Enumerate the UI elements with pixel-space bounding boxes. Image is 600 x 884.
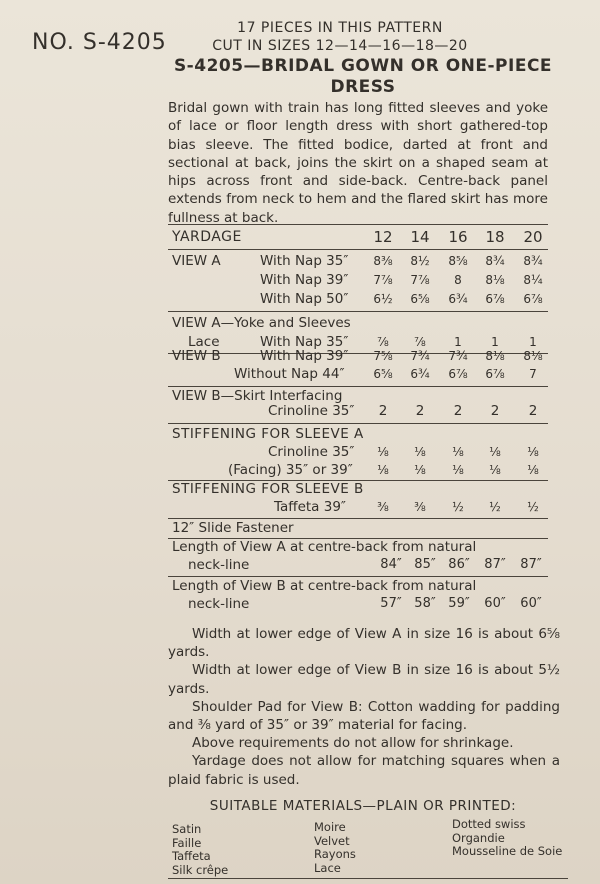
width-a-note: Width at lower edge of View A in size 16 is about 6⅝ yards.: [168, 626, 560, 661]
table-row: [168, 479, 548, 499]
length-value: 57″: [380, 596, 402, 611]
size-14-header: 14: [410, 228, 430, 246]
list-item: Rayons: [314, 847, 356, 861]
table-row: [168, 442, 548, 462]
length-value: 85″: [414, 557, 436, 572]
list-item: Organdie: [452, 830, 505, 845]
row-label: Without Nap 44″: [234, 366, 345, 382]
title-line-2: DRESS: [330, 77, 396, 97]
pattern-notes: [168, 625, 560, 789]
view-a-label: VIEW A: [172, 253, 221, 269]
list-item: Silk crêpe: [172, 862, 229, 877]
length-value: 58″: [414, 596, 436, 611]
size-20-header: 20: [523, 228, 543, 246]
yardage-value: ⅛: [527, 445, 539, 459]
yardage-value: 6¾: [448, 292, 468, 306]
yardage-value: 6⅝: [373, 367, 393, 381]
length-b-label: Length of View B at centre-back from natural: [172, 578, 477, 594]
yardage-value: 7¾: [410, 349, 430, 363]
table-row: [168, 270, 548, 290]
yardage-value: 2: [453, 403, 463, 419]
length-value: 60″: [520, 596, 542, 611]
yardage-value: 8⅛: [523, 349, 543, 363]
yardage-value: 2: [415, 403, 425, 419]
materials-column-1: [172, 823, 228, 877]
yardage-value: 8⅝: [448, 254, 468, 268]
table-row: [168, 424, 548, 444]
table-rule: [168, 311, 548, 312]
table-row: [168, 460, 548, 480]
table-row: [168, 251, 548, 271]
stiffening-a-label: STIFFENING FOR SLEEVE A: [172, 426, 364, 442]
length-value: 60″: [484, 596, 506, 611]
row-label: With Nap 39″: [260, 348, 349, 364]
table-rule: [168, 224, 548, 225]
table-row: [168, 555, 548, 575]
stiffening-b-label: STIFFENING FOR SLEEVE B: [172, 481, 364, 497]
yardage-value: ⅛: [414, 445, 426, 459]
yardage-heading: YARDAGE: [172, 229, 242, 245]
shrinkage-note: Above requirements do not allow for shrinkage.: [192, 735, 514, 752]
yardage-value: 7⅝: [373, 349, 393, 363]
row-label: neck-line: [188, 557, 250, 573]
row-label: Crinoline 35″: [268, 403, 355, 419]
pieces-count: 17 PIECES IN THIS PATTERN: [237, 20, 443, 36]
yardage-value: 6⅞: [485, 367, 505, 381]
list-item: Mousseline de Soie: [452, 844, 563, 858]
list-item: Taffeta: [172, 849, 211, 863]
yardage-value: 1: [491, 335, 499, 349]
view-b-label: VIEW B: [172, 348, 221, 364]
view-b-skirt-label: VIEW B—Skirt Interfacing: [172, 388, 343, 404]
yardage-value: 8¼: [523, 273, 543, 287]
yardage-value: 6¾: [410, 367, 430, 381]
yardage-value: 1: [529, 335, 537, 349]
size-12-header: 12: [373, 228, 393, 246]
list-item: Dotted swiss: [452, 817, 526, 831]
list-item: Velvet: [314, 833, 350, 848]
yardage-value: 7⅞: [410, 273, 430, 287]
yardage-value: 1: [454, 335, 462, 349]
list-item: Satin: [172, 822, 202, 836]
row-label: With Nap 35″: [260, 253, 349, 269]
yardage-value: ⅛: [377, 463, 389, 477]
size-16-header: 16: [448, 228, 468, 246]
row-label: With Nap 50″: [260, 291, 349, 307]
size-18-header: 18: [485, 228, 505, 246]
yardage-value: 2: [490, 403, 500, 419]
row-label: Lace: [188, 334, 220, 350]
yardage-value: 2: [378, 403, 388, 419]
yardage-value: 8¾: [523, 254, 543, 268]
yardage-value: 7⅞: [373, 273, 393, 287]
yardage-value: ⅜: [377, 500, 389, 514]
list-item: Faille: [172, 835, 202, 850]
length-value: 87″: [484, 557, 506, 572]
table-row: [168, 289, 548, 309]
pattern-description: Bridal gown with train has long fitted sleeves and yoke of lace or floor length dress with short gathered-top bias sleeve. The fitted bodice, darted at front and sectional at back, joins the skirt on a shaped seam at hips across front and side-back. Centre-back panel extends from neck to hem and the flared skirt has more fullness at back.: [168, 100, 548, 226]
yardage-value: ½: [452, 500, 464, 514]
row-label: Taffeta 39″: [274, 499, 346, 515]
list-item: Lace: [314, 860, 341, 875]
yardage-value: ½: [489, 500, 501, 514]
row-label: With Nap 39″: [260, 272, 349, 288]
yardage-value: 6⅝: [410, 292, 430, 306]
yardage-value: 8⅜: [373, 254, 393, 268]
bottom-rule: [168, 878, 568, 879]
yardage-value: 6⅞: [485, 292, 505, 306]
yardage-header-row: [168, 226, 548, 248]
table-row: [168, 537, 548, 557]
yardage-value: 8½: [410, 254, 430, 268]
sizes-line: CUT IN SIZES 12—14—16—18—20: [212, 38, 468, 54]
length-value: 86″: [448, 557, 470, 572]
row-label: With Nap 35″: [260, 334, 349, 350]
view-a-yoke-label: VIEW A—Yoke and Sleeves: [172, 315, 351, 331]
materials-heading: SUITABLE MATERIALS—PLAIN OR PRINTED:: [209, 798, 517, 814]
yardage-value: 7¾: [448, 349, 468, 363]
length-value: 84″: [380, 557, 402, 572]
row-label: Crinoline 35″: [268, 444, 355, 460]
width-b-note: Width at lower edge of View B in size 16 is about 5½ yards.: [168, 662, 560, 697]
pattern-number: NO. S-4205: [32, 30, 167, 55]
yardage-value: ⅛: [452, 463, 464, 477]
length-value: 59″: [448, 596, 470, 611]
list-item: Moire: [314, 820, 346, 834]
table-row: [168, 576, 548, 596]
table-row: [168, 594, 548, 614]
yardage-value: ⅜: [414, 500, 426, 514]
table-row: [168, 313, 548, 333]
yardage-value: ½: [527, 500, 539, 514]
yardage-value: ⅛: [489, 463, 501, 477]
table-row: [168, 346, 548, 366]
length-a-label: Length of View A at centre-back from natural: [172, 539, 477, 555]
fastener-label: 12″ Slide Fastener: [172, 520, 294, 536]
row-label: (Facing) 35″ or 39″: [228, 462, 353, 478]
yardage-value: 8¾: [485, 254, 505, 268]
yardage-value: 2: [528, 403, 538, 419]
yardage-value: 6⅞: [448, 367, 468, 381]
table-row: [168, 497, 548, 517]
yardage-value: ⅞: [377, 335, 389, 349]
yardage-value: ⅛: [452, 445, 464, 459]
length-value: 87″: [520, 557, 542, 572]
yardage-value: ⅛: [489, 445, 501, 459]
table-rule: [168, 249, 548, 250]
shoulder-pad-note: Shoulder Pad for View B: Cotton wadding for padding and ⅜ yard of 35″ or 39″ material for facing.: [168, 698, 560, 734]
yardage-value: 8: [454, 273, 462, 287]
materials-column-3: [452, 818, 562, 859]
plaid-note: Yardage does not allow for matching squares when a plaid fabric is used.: [168, 753, 560, 788]
yardage-value: 6½: [373, 292, 393, 306]
yardage-value: ⅛: [377, 445, 389, 459]
yardage-value: ⅛: [527, 463, 539, 477]
row-label: neck-line: [188, 596, 250, 612]
yardage-value: 6⅞: [523, 292, 543, 306]
table-row: [168, 518, 548, 538]
materials-column-2: [314, 821, 356, 875]
yardage-value: 8⅛: [485, 273, 505, 287]
table-row: [168, 401, 548, 421]
yardage-value: ⅛: [414, 463, 426, 477]
title-line-1: S-4205—BRIDAL GOWN OR ONE-PIECE: [173, 56, 553, 76]
yardage-value: 8⅛: [485, 349, 505, 363]
yardage-value: ⅞: [414, 335, 426, 349]
yardage-value: 7: [529, 367, 537, 381]
table-row: [168, 364, 548, 384]
pattern-title: [168, 56, 558, 98]
